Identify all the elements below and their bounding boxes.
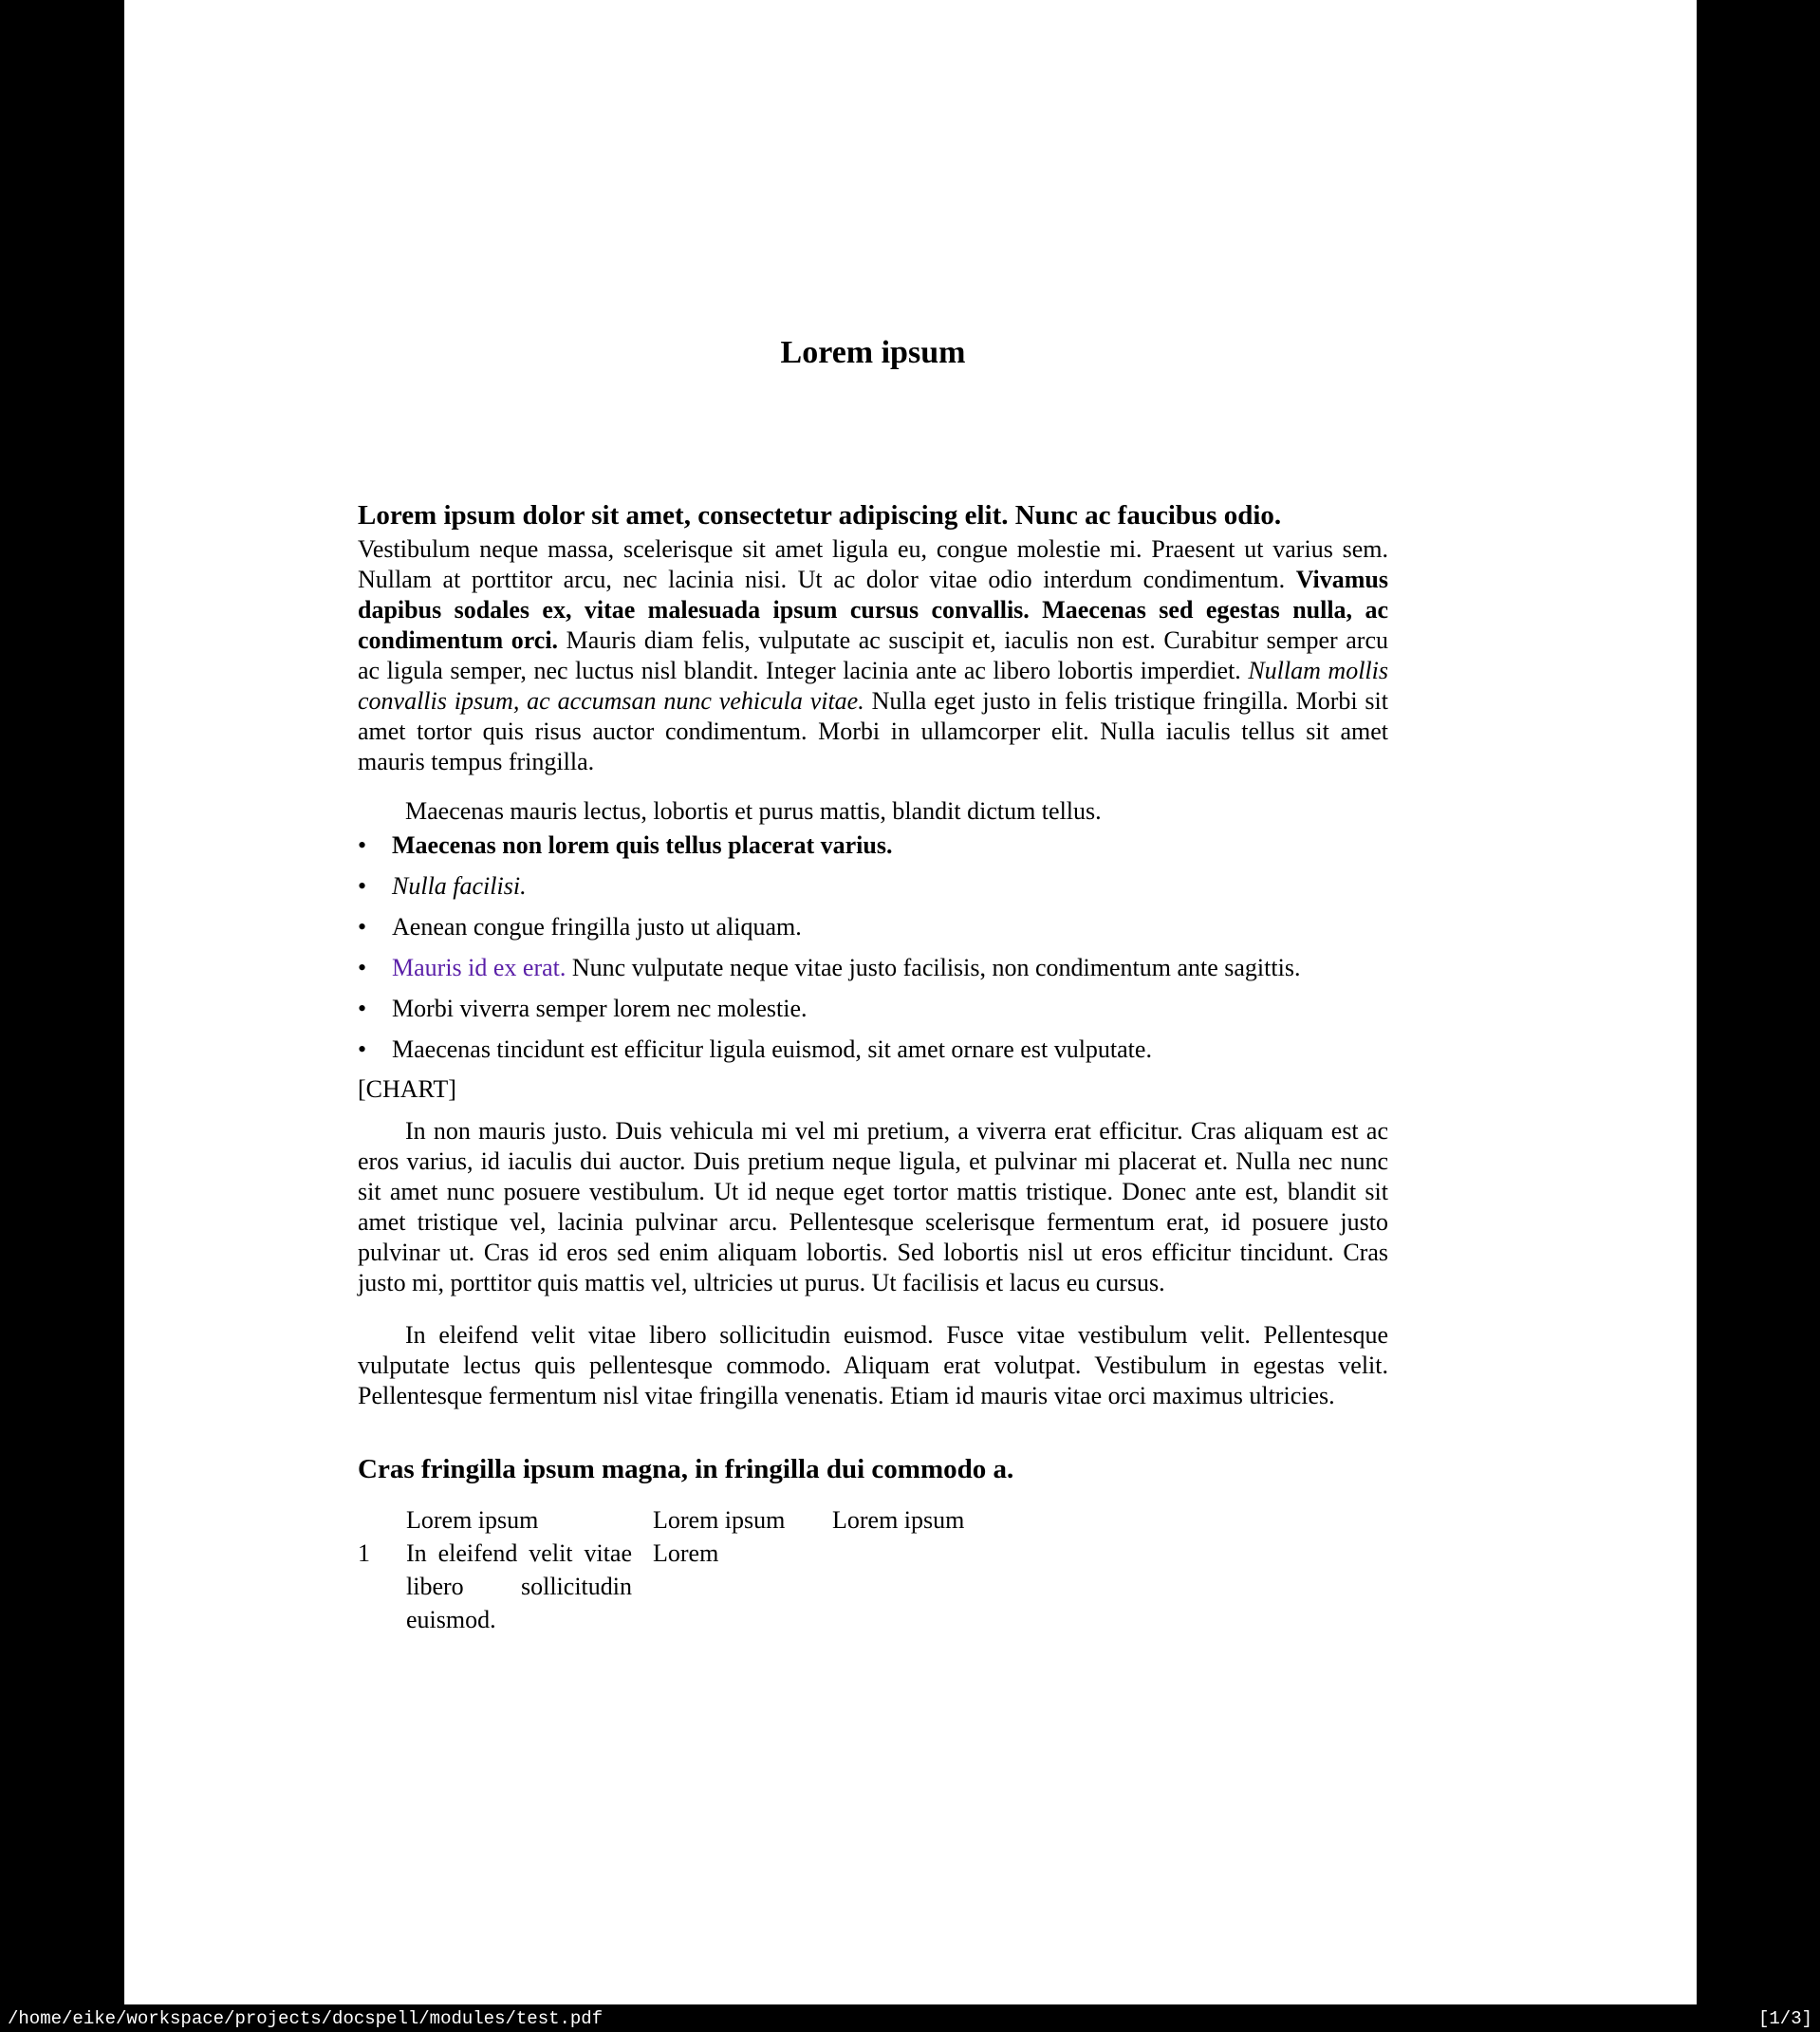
list-item [358, 994, 1388, 1024]
list-item [358, 830, 1388, 861]
pdf-page [124, 0, 1697, 2004]
table-header-cell [358, 1503, 406, 1537]
list-item [358, 912, 1388, 942]
paragraph-2: Maecenas mauris lectus, lobortis et purus mattis, blandit dictum tellus. [405, 796, 1102, 825]
paragraph-3: In non mauris justo. Duis vehicula mi vel mi pretium, a viverra erat efficitur. Cras aliquam est ac eros varius, id iaculis dui auctor. Duis pretium neque ligula, et pulvinar mi placerat et. Nulla nec nunc sit amet nunc posuere vestibulum. Ut id neque eget tortor mattis tristique. Donec ante est, blandit sit amet tristique vel, lacinia pulvinar arcu. Pellentesque scelerisque fermentum erat, id posuere justo pulvinar ut. Cras id eros sed enim aliquam lobortis. Sed lobortis nisl ut eros efficitur tincidunt. Cras justo mi, porttitor quis mattis vel, ultricies ut purus. Ut facilisis et lacus eu cursus. [358, 1116, 1388, 1296]
paragraph-1-text: Nulla eget justo in felis tristique fringilla. Morbi sit amet tortor quis risus auctor condimentum. Morbi in ullamcorper elit. Nulla iaculis tellus sit amet mauris tempus fringilla. [358, 686, 1389, 775]
table-cell [832, 1537, 1041, 1636]
paragraph-1-text: Mauris diam felis, vulputate ac suscipit et, iaculis non est. Curabitur semper arcu ac ligula semper, nec luctus nisl blandit. Integer lacinia ante ac libero lobortis imperdiet. [358, 625, 1389, 684]
table-row-number: 1 [358, 1538, 370, 1567]
paragraph-1 [358, 534, 1388, 777]
statusbar-file-path: /home/eike/workspace/projects/docspell/modules/test.pdf [8, 2007, 604, 2029]
data-table [358, 1503, 1388, 1636]
list-item-text: Aenean congue fringilla justo ut aliquam. [392, 912, 802, 941]
section2-heading: Cras fringilla ipsum magna, in fringilla dui commodo a. [358, 1453, 1014, 1484]
chart-placeholder: [CHART] [358, 1074, 456, 1103]
list-item-text: Maecenas tincidunt est efficitur ligula euismod, sit amet ornare est vulputate. [392, 1035, 1152, 1063]
table-header-cell: Lorem ipsum [406, 1505, 539, 1534]
table-header-cell: Lorem ipsum [832, 1505, 965, 1534]
list-item [358, 871, 1388, 902]
inline-link[interactable]: Mauris id ex erat. [392, 953, 566, 981]
bullet-icon: • [358, 830, 367, 859]
bullet-icon: • [358, 912, 367, 941]
list-item-text: Maecenas non lorem quis tellus placerat varius. [392, 830, 893, 859]
table-header-cell: Lorem ipsum [653, 1505, 786, 1534]
paragraph-1-bold-text: Vivamus dapibus sodales ex, vitae malesuada ipsum cursus convallis. Maecenas sed egestas nulla, ac condimentum orci. [358, 565, 1388, 654]
list-item [358, 1035, 1388, 1065]
list-item-text: Nulla facilisi. [392, 871, 527, 900]
section1-heading: Lorem ipsum dolor sit amet, consectetur adipiscing elit. Nunc ac faucibus odio. [358, 499, 1282, 531]
bullet-list [358, 830, 1388, 1065]
bullet-icon: • [358, 953, 367, 981]
table-cell: In eleifend velit vitae libero sollicitudin euismod. [406, 1538, 632, 1633]
list-item-text: Nunc vulputate neque vitae justo facilisis, non condimentum ante sagittis. [566, 953, 1301, 981]
list-item [358, 953, 1388, 983]
bullet-icon: • [358, 1035, 367, 1063]
bullet-icon: • [358, 871, 367, 900]
document-content [358, 0, 1388, 1636]
bullet-icon: • [358, 994, 367, 1022]
document-title: Lorem ipsum [780, 335, 966, 370]
paragraph-4: In eleifend velit vitae libero sollicitudin euismod. Fusce vitae vestibulum velit. Pellentesque vulputate lectus quis pellentesque commodo. Aliquam erat volutpat. Vestibulum in egestas velit. Pellentesque fermentum nisl vitae fringilla venenatis. Etiam id mauris vitae orci maximus ultricies. [358, 1320, 1388, 1409]
paragraph-1-text: Vestibulum neque massa, scelerisque sit amet ligula eu, congue molestie mi. Praesent ut varius sem. Nullam at porttitor arcu, nec lacinia nisi. Ut ac dolor vitae odio interdum condimentum. [358, 534, 1388, 593]
paragraph-1-italic-text: Nullam mollis convallis ipsum, ac accumsan nunc vehicula vitae. [358, 656, 1388, 715]
list-item-text: Morbi viverra semper lorem nec molestie. [392, 994, 808, 1022]
table-cell: Lorem [653, 1538, 719, 1567]
statusbar [0, 2004, 1820, 2032]
statusbar-page-indicator: [1/3] [1757, 2007, 1812, 2029]
